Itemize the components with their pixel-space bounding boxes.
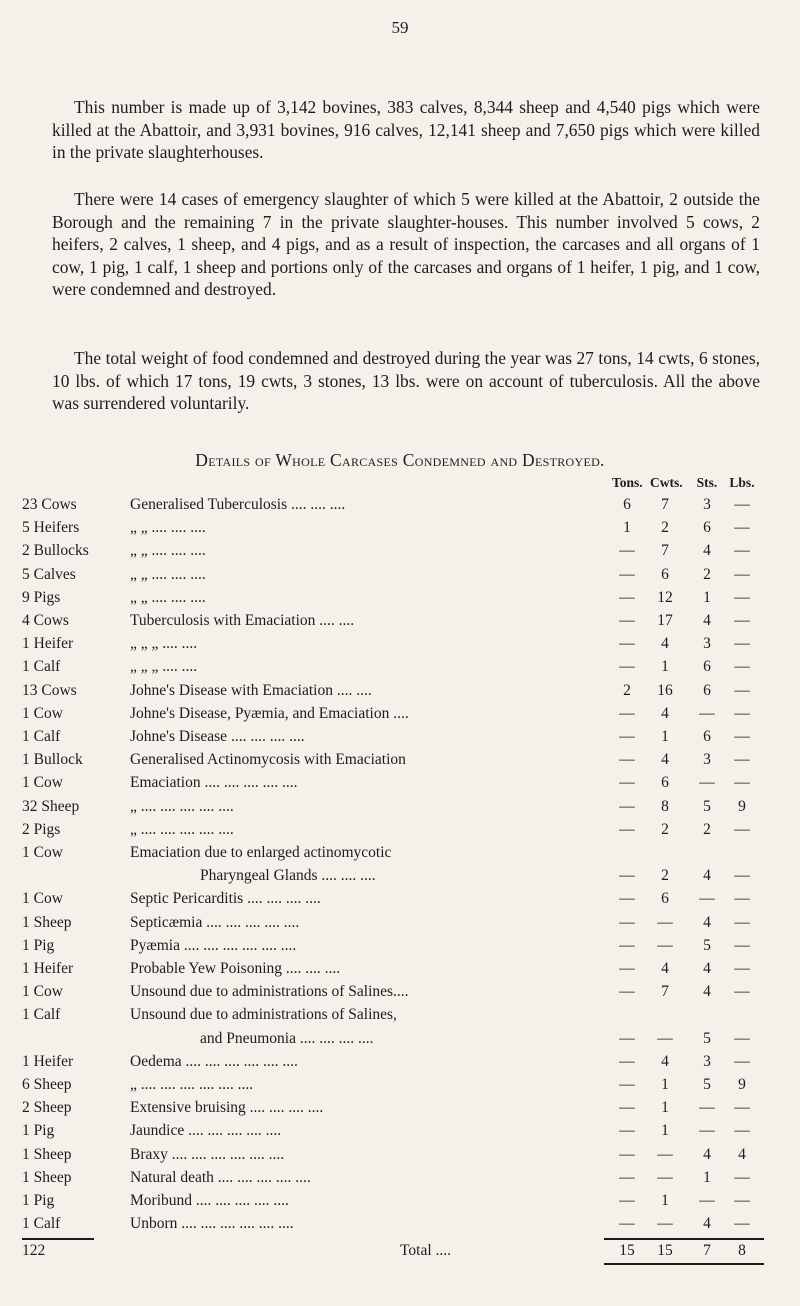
row-cwts: — (657, 936, 673, 954)
row-condition: Jaundice .... .... .... .... .... (130, 1122, 282, 1140)
row-lbs: — (734, 612, 750, 629)
row-animal-count: 23 Cows (22, 496, 77, 513)
row-cwts: — (657, 913, 673, 931)
row-sts: 4 (703, 1145, 711, 1163)
row-tons: — (619, 542, 635, 560)
row-tons: — (619, 890, 635, 908)
row-condition: Pharyngeal Glands .... .... .... (200, 867, 376, 885)
table-heading: Details of Whole Carcases Condemned and Destroyed. (195, 450, 605, 470)
row-animal-count: 1 Pig (22, 1122, 55, 1140)
row-tons: — (619, 913, 635, 931)
row-tons: — (619, 867, 635, 885)
row-animal-count: 2 Sheep (22, 1099, 72, 1117)
row-sts: — (699, 704, 715, 722)
row-condition: Septic Pericarditis .... .... .... .... (130, 890, 321, 908)
row-animal-count: 1 Sheep (22, 1145, 72, 1163)
paragraph-slaughter-breakdown: This number is made up of 3,142 bovines, 383 calves, 8,344 sheep and 4,540 pigs which were killed at the Abattoir, and 3,931 bovines, 916 calves, 12,141 sheep and 7,650 pigs which were killed in the private slaughterhouses. (52, 97, 760, 162)
row-tons: — (619, 704, 635, 722)
row-condition: „ .... .... .... .... .... (130, 820, 234, 838)
total-row (0, 1240, 800, 1263)
row-animal-count: 6 Sheep (22, 1076, 72, 1093)
table-row (0, 1167, 800, 1190)
row-animal-count: 1 Calf (22, 1215, 61, 1233)
row-cwts: 1 (661, 728, 669, 745)
row-sts: 6 (703, 519, 711, 537)
row-cwts: 16 (657, 681, 673, 699)
row-tons: — (619, 751, 635, 769)
row-condition: Moribund .... .... .... .... .... (130, 1192, 289, 1209)
row-animal-count: 4 Cows (22, 612, 69, 629)
row-tons: 2 (623, 681, 631, 699)
row-cwts: 1 (661, 1122, 669, 1140)
table-row (0, 610, 800, 633)
row-cwts: 7 (661, 542, 669, 560)
table-row (0, 1004, 800, 1027)
row-cwts: 2 (661, 867, 669, 885)
row-condition: Braxy .... .... .... .... .... .... (130, 1145, 285, 1163)
row-cwts: — (657, 1168, 673, 1186)
table-row (0, 1120, 800, 1143)
row-lbs: — (734, 588, 750, 606)
total-sts: 7 (703, 1242, 711, 1259)
page-number: 59 (391, 18, 409, 37)
row-sts: 3 (703, 635, 711, 653)
row-cwts: 1 (661, 1099, 669, 1117)
row-condition: Pyæmia .... .... .... .... .... .... (130, 936, 297, 954)
row-tons: — (619, 1122, 635, 1140)
row-animal-count: 1 Cow (22, 704, 63, 722)
row-cwts: 1 (661, 1192, 669, 1209)
row-condition: Emaciation due to enlarged actinomycotic (130, 844, 392, 861)
row-cwts: 4 (661, 751, 669, 769)
row-sts: — (699, 1192, 715, 1209)
row-sts: 4 (703, 960, 711, 977)
row-lbs: 9 (738, 797, 746, 815)
row-condition: Johne's Disease with Emaciation .... .... (130, 681, 372, 699)
row-sts: 4 (703, 542, 711, 560)
row-cwts: 8 (661, 797, 669, 815)
row-condition: „ .... .... .... .... .... (130, 797, 234, 815)
table-row (0, 1028, 800, 1051)
column-header-cwts: Cwts. (650, 475, 683, 490)
row-condition: „ „ .... .... .... (130, 542, 206, 560)
column-header-tons: Tons. (612, 475, 643, 490)
row-tons: — (619, 1145, 635, 1163)
table-row (0, 703, 800, 726)
row-animal-count: 1 Pig (22, 936, 55, 954)
row-tons: — (619, 635, 635, 653)
total-label: Total .... (400, 1242, 452, 1259)
row-tons: — (619, 612, 635, 629)
row-lbs: — (734, 658, 750, 676)
row-lbs: — (734, 681, 750, 699)
row-cwts: 12 (657, 588, 673, 606)
row-lbs: — (734, 1192, 750, 1209)
table-row (0, 1213, 800, 1236)
row-animal-count: 1 Sheep (22, 913, 72, 931)
row-lbs: — (734, 728, 750, 745)
row-sts: 4 (703, 1215, 711, 1233)
row-animal-count: 1 Bullock (22, 751, 83, 769)
row-condition: Unsound due to administrations of Salines.... (130, 983, 409, 1001)
row-tons: — (619, 983, 635, 1001)
row-tons: — (619, 960, 635, 977)
row-sts: 5 (703, 936, 711, 954)
row-sts: 1 (703, 1168, 711, 1186)
table-row (0, 796, 800, 819)
row-tons: — (619, 1192, 635, 1209)
row-sts: 5 (703, 797, 711, 815)
row-animal-count: 1 Heifer (22, 960, 74, 977)
row-sts: 3 (703, 1052, 711, 1070)
row-cwts: 1 (661, 1076, 669, 1093)
row-cwts: 6 (661, 890, 669, 908)
row-sts: 1 (703, 588, 711, 606)
total-cwts: 15 (657, 1242, 673, 1259)
row-tons: — (619, 565, 635, 583)
row-sts: 2 (703, 820, 711, 838)
row-condition: Septicæmia .... .... .... .... .... (130, 913, 300, 931)
table-row (0, 981, 800, 1004)
row-cwts: 4 (661, 1052, 669, 1070)
row-cwts: — (657, 1215, 673, 1233)
row-lbs: — (734, 565, 750, 583)
table-row (0, 680, 800, 703)
row-condition: Unborn .... .... .... .... .... .... (130, 1215, 294, 1233)
row-lbs: — (734, 519, 750, 537)
row-tons: — (619, 728, 635, 745)
row-condition: Tuberculosis with Emaciation .... .... (130, 612, 355, 629)
total-count: 122 (22, 1242, 46, 1259)
table-row (0, 1074, 800, 1097)
row-lbs: — (734, 1029, 750, 1047)
column-header-lbs: Lbs. (729, 475, 755, 490)
row-cwts: 2 (661, 820, 669, 838)
row-cwts: — (657, 1029, 673, 1047)
row-cwts: 1 (661, 658, 669, 676)
row-sts: — (699, 1099, 715, 1117)
row-tons: 6 (623, 496, 631, 513)
row-lbs: — (734, 542, 750, 560)
table-row (0, 912, 800, 935)
row-tons: — (619, 1076, 635, 1093)
paragraph-emergency-slaughter: There were 14 cases of emergency slaughter of which 5 were killed at the Abattoir, 2 outside the Borough and the remaining 7 in the private slaughter-houses. This number involved 5 cows, 2 heifers, 2 calves, 1 sheep, and 4 pigs, and as a result of inspection, the carcases and all organs of 1 cow, 1 pig, 1 calf, 1 sheep and portions only of the carcases and organs of 1 heifer, 1 pig, and 1 cow, were condemned and destroyed. (52, 189, 760, 299)
row-animal-count: 1 Calf (22, 658, 61, 676)
row-tons: — (619, 1029, 635, 1047)
row-tons: — (619, 797, 635, 815)
row-sts: 4 (703, 867, 711, 885)
table-row (0, 865, 800, 888)
row-tons: — (619, 820, 635, 838)
row-animal-count: 9 Pigs (22, 588, 61, 606)
row-cwts: 4 (661, 704, 669, 722)
row-animal-count: 1 Pig (22, 1192, 55, 1209)
row-lbs: — (734, 1099, 750, 1117)
row-condition: „ „ „ .... .... (130, 658, 198, 676)
row-tons: — (619, 1052, 635, 1070)
row-condition: Natural death .... .... .... .... .... (130, 1168, 311, 1186)
row-lbs: — (734, 774, 750, 792)
row-lbs: — (734, 936, 750, 954)
table-column-headers (0, 472, 800, 495)
row-tons: 1 (623, 519, 631, 537)
row-lbs: — (734, 496, 750, 513)
table-row (0, 1051, 800, 1074)
row-condition: Emaciation .... .... .... .... .... (130, 774, 298, 792)
row-condition: Probable Yew Poisoning .... .... .... (130, 960, 341, 977)
row-animal-count: 1 Calf (22, 728, 61, 745)
row-animal-count: 1 Cow (22, 774, 63, 792)
row-animal-count: 5 Heifers (22, 519, 80, 537)
row-lbs: — (734, 983, 750, 1001)
table-row (0, 888, 800, 911)
table-row (0, 958, 800, 981)
table-row (0, 587, 800, 610)
row-condition: „ „ .... .... .... (130, 588, 206, 606)
total-tons: 15 (619, 1242, 635, 1259)
row-lbs: — (734, 890, 750, 908)
row-tons: — (619, 1168, 635, 1186)
row-sts: 6 (703, 658, 711, 676)
table-row (0, 1190, 800, 1213)
row-animal-count: 1 Calf (22, 1006, 61, 1024)
row-animal-count: 2 Bullocks (22, 542, 89, 560)
row-condition: Generalised Actinomycosis with Emaciation (130, 751, 406, 769)
row-condition: Unsound due to administrations of Salines, (130, 1006, 397, 1024)
table-row (0, 819, 800, 842)
row-sts: 3 (703, 496, 711, 513)
row-tons: — (619, 658, 635, 676)
row-lbs: — (734, 751, 750, 769)
row-cwts: 6 (661, 565, 669, 583)
table-row (0, 726, 800, 749)
row-cwts: — (657, 1145, 673, 1163)
row-condition: „ „ .... .... .... (130, 565, 206, 583)
bottom-double-rule (604, 1263, 764, 1265)
row-condition: Johne's Disease, Pyæmia, and Emaciation .... (130, 704, 409, 722)
row-lbs: — (734, 867, 750, 885)
row-lbs: — (734, 1052, 750, 1070)
row-condition: and Pneumonia .... .... .... .... (200, 1029, 374, 1047)
table-row (0, 935, 800, 958)
column-header-sts: Sts. (696, 475, 718, 490)
row-cwts: 17 (657, 612, 673, 629)
row-cwts: 6 (661, 774, 669, 792)
table-row (0, 633, 800, 656)
row-animal-count: 1 Sheep (22, 1168, 72, 1186)
row-tons: — (619, 1215, 635, 1233)
row-sts: 2 (703, 565, 711, 583)
row-lbs: — (734, 635, 750, 653)
total-lbs: 8 (738, 1242, 746, 1259)
row-sts: 3 (703, 751, 711, 769)
row-tons: — (619, 1099, 635, 1117)
row-lbs: — (734, 704, 750, 722)
table-row (0, 842, 800, 865)
row-lbs: 4 (738, 1145, 746, 1163)
row-cwts: 4 (661, 635, 669, 653)
row-lbs: 9 (738, 1076, 746, 1093)
row-sts: — (699, 890, 715, 908)
table-row (0, 1144, 800, 1167)
row-cwts: 2 (661, 519, 669, 537)
row-cwts: 4 (661, 960, 669, 977)
row-tons: — (619, 588, 635, 606)
row-sts: 6 (703, 728, 711, 745)
table-row (0, 749, 800, 772)
row-lbs: — (734, 960, 750, 977)
row-sts: 4 (703, 983, 711, 1001)
row-tons: — (619, 936, 635, 954)
row-animal-count: 1 Heifer (22, 1052, 74, 1070)
table-row (0, 540, 800, 563)
table-row (0, 1097, 800, 1120)
row-tons: — (619, 774, 635, 792)
row-sts: 4 (703, 913, 711, 931)
row-animal-count: 1 Heifer (22, 635, 74, 653)
row-sts: 5 (703, 1029, 711, 1047)
row-condition: Oedema .... .... .... .... .... .... (130, 1052, 298, 1070)
table-row (0, 656, 800, 679)
row-lbs: — (734, 1215, 750, 1233)
row-condition: Johne's Disease .... .... .... .... (130, 728, 305, 745)
row-cwts: 7 (661, 983, 669, 1001)
row-sts: 4 (703, 612, 711, 629)
row-cwts: 7 (661, 496, 669, 513)
row-animal-count: 1 Cow (22, 844, 63, 861)
table-row (0, 564, 800, 587)
row-condition: „ „ .... .... .... (130, 519, 206, 537)
row-sts: 5 (703, 1076, 711, 1093)
table-row (0, 494, 800, 517)
row-lbs: — (734, 1168, 750, 1186)
row-animal-count: 13 Cows (22, 681, 77, 699)
row-lbs: — (734, 820, 750, 838)
row-condition: Generalised Tuberculosis .... .... .... (130, 496, 346, 513)
row-sts: — (699, 1122, 715, 1140)
row-sts: — (699, 774, 715, 792)
row-animal-count: 2 Pigs (22, 820, 61, 838)
table-row (0, 517, 800, 540)
row-condition: „ „ „ .... .... (130, 635, 198, 653)
row-condition: Extensive bruising .... .... .... .... (130, 1099, 324, 1117)
paragraph-total-weight: The total weight of food condemned and destroyed during the year was 27 tons, 14 cwts, 6 stones, 10 lbs. of which 17 tons, 19 cwts, 3 stones, 13 lbs. were on account of tuberculosis. All the above was surrendered voluntarily. (52, 348, 760, 413)
row-lbs: — (734, 913, 750, 931)
row-animal-count: 32 Sheep (22, 797, 80, 815)
table-row (0, 772, 800, 795)
row-lbs: — (734, 1122, 750, 1140)
row-animal-count: 1 Cow (22, 983, 63, 1001)
row-animal-count: 5 Calves (22, 565, 76, 583)
row-condition: „ .... .... .... .... .... .... (130, 1076, 254, 1093)
row-animal-count: 1 Cow (22, 890, 63, 908)
row-sts: 6 (703, 681, 711, 699)
